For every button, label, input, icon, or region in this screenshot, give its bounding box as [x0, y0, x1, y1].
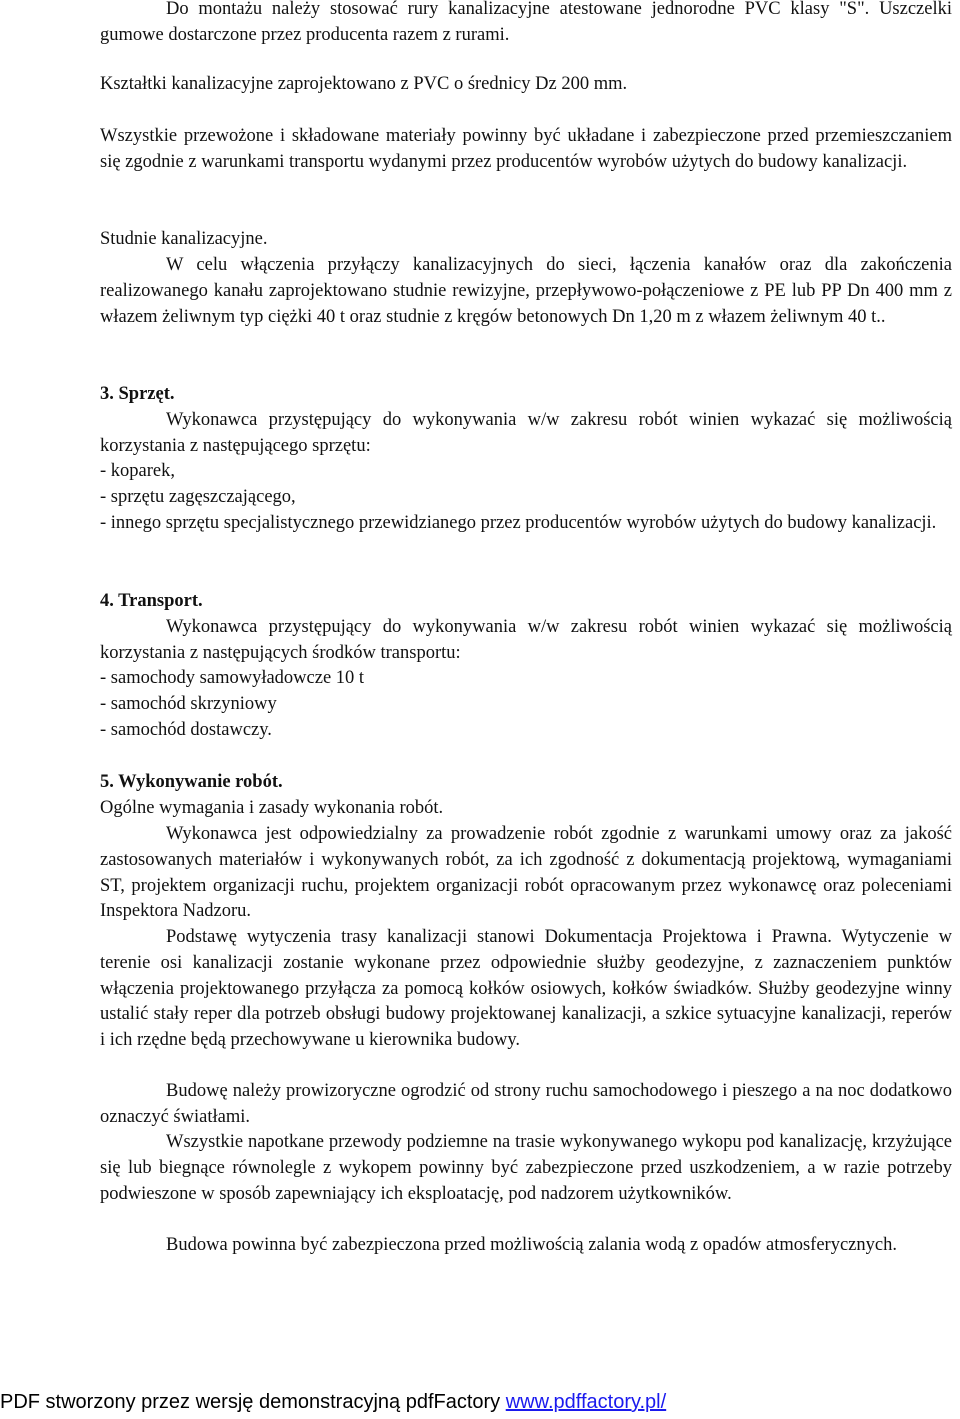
- list-item: - innego sprzętu specjalistycznego przewidzianego przez producentów wyrobów użytych do budowy kanalizacji.: [100, 512, 937, 533]
- list-item: - samochody samowyładowcze 10 t: [100, 668, 365, 688]
- paragraph-contractor: Wykonawca jest odpowiedzialny za prowadzenie robót zgodnie z warunkami umowy oraz za jakość zastosowanych materiałów i wykonywanych robót, za ich zgodność z dokumentacją projektową, wymaganiami ST, projektem organizacji ruchu, projektem organizacji robót opracowanym przez wykonawcę oraz poleceniami Inspektora Nadzoru.: [100, 824, 952, 922]
- paragraph-route: Podstawę wytyczenia trasy kanalizacji stanowi Dokumentacja Projektowa i Prawna. Wytyczenie w terenie osi kanalizacji zostanie wykonane przez odpowiednie służby geodezyjne, z zaznaczeniem punktów włączenia projektowanego przyłącza za pomocą kołków osiowych, kołków świadków. Służby geodezyjne winny ustalić stały reper dla potrzeb obsługi budowy projektowanej kanalizacji, a szkice sytuacyjne kanalizacji, reperów i ich rzędne będą przechowywane u kierownika budowy.: [100, 927, 952, 1051]
- paragraph-fittings: Kształtki kanalizacyjne zaprojektowano z PVC o średnicy Dz 200 mm.: [100, 74, 628, 94]
- heading-manholes: Studnie kanalizacyjne.: [100, 229, 268, 249]
- paragraph-materials: Wszystkie przewożone i składowane materiały powinny być układane i zabezpieczone przed przemieszczaniem się zgodnie z warunkami transportu wydanymi przez producentów wyrobów użytych do budowy kanalizacji.: [100, 126, 952, 172]
- paragraph-utilities: Wszystkie napotkane przewody podziemne na trasie wykonywanego wykopu pod kanalizację, krzyżujące się lub biegnące równolegle z wykopem powinny być zabezpieczone przed uszkodzeniem, a w razie potrzeby podwieszone w sposób zapewniający ich eksploatację, pod nadzorem użytkowników.: [100, 1132, 952, 1204]
- list-item: - samochód skrzyniowy: [100, 693, 277, 714]
- section-5-title: 5. Wykonywanie robót.: [100, 772, 283, 792]
- section-4-list: [100, 666, 952, 743]
- section-3-list: [100, 459, 952, 536]
- paragraph-pipes: Do montażu należy stosować rury kanalizacyjne atestowane jednorodne PVC klasy "S". Uszczelki gumowe dostarczone przez producenta razem z rurami.: [100, 0, 952, 45]
- section-4-title: 4. Transport.: [100, 591, 203, 611]
- paragraph-fence: Budowę należy prowizoryczne ogrodzić od strony ruchu samochodowego i pieszego a na noc dodatkowo oznaczyć światłami.: [100, 1081, 952, 1127]
- list-item: - sprzętu zagęszczającego,: [100, 486, 296, 507]
- footer-text: PDF stworzony przez wersję demonstracyjną pdfFactory: [0, 1391, 506, 1413]
- section-5-subtitle: Ogólne wymagania i zasady wykonania robót.: [100, 798, 444, 818]
- paragraph-flooding: Budowa powinna być zabezpieczona przed możliwością zalania wodą z opadów atmosferycznych.: [166, 1235, 897, 1255]
- paragraph-manholes: W celu włączenia przyłączy kanalizacyjnych do sieci, łączenia kanałów oraz dla zakończenia realizowanego kanału zaprojektowano studnie rewizyjne, przepływowo-połączeniowe z PE lub PP Dn 400 mm z włazem żeliwnym typ ciężki 40 t oraz studnie z kręgów betonowych Dn 1,20 m z włazem żeliwnym 40 t..: [100, 255, 952, 327]
- section-3-title: 3. Sprzęt.: [100, 384, 175, 404]
- pdf-watermark-footer: [0, 1388, 960, 1416]
- list-item: - koparek,: [100, 461, 175, 481]
- footer-link[interactable]: www.pdffactory.pl/: [505, 1391, 667, 1413]
- list-item: - samochód dostawczy.: [100, 719, 272, 740]
- section-3-intro: Wykonawca przystępujący do wykonywania w/w zakresu robót winien wykazać się możliwością korzystania z następującego sprzętu:: [100, 410, 952, 456]
- section-4-intro: Wykonawca przystępujący do wykonywania w/w zakresu robót winien wykazać się możliwością korzystania z następujących środków transportu:: [100, 617, 952, 663]
